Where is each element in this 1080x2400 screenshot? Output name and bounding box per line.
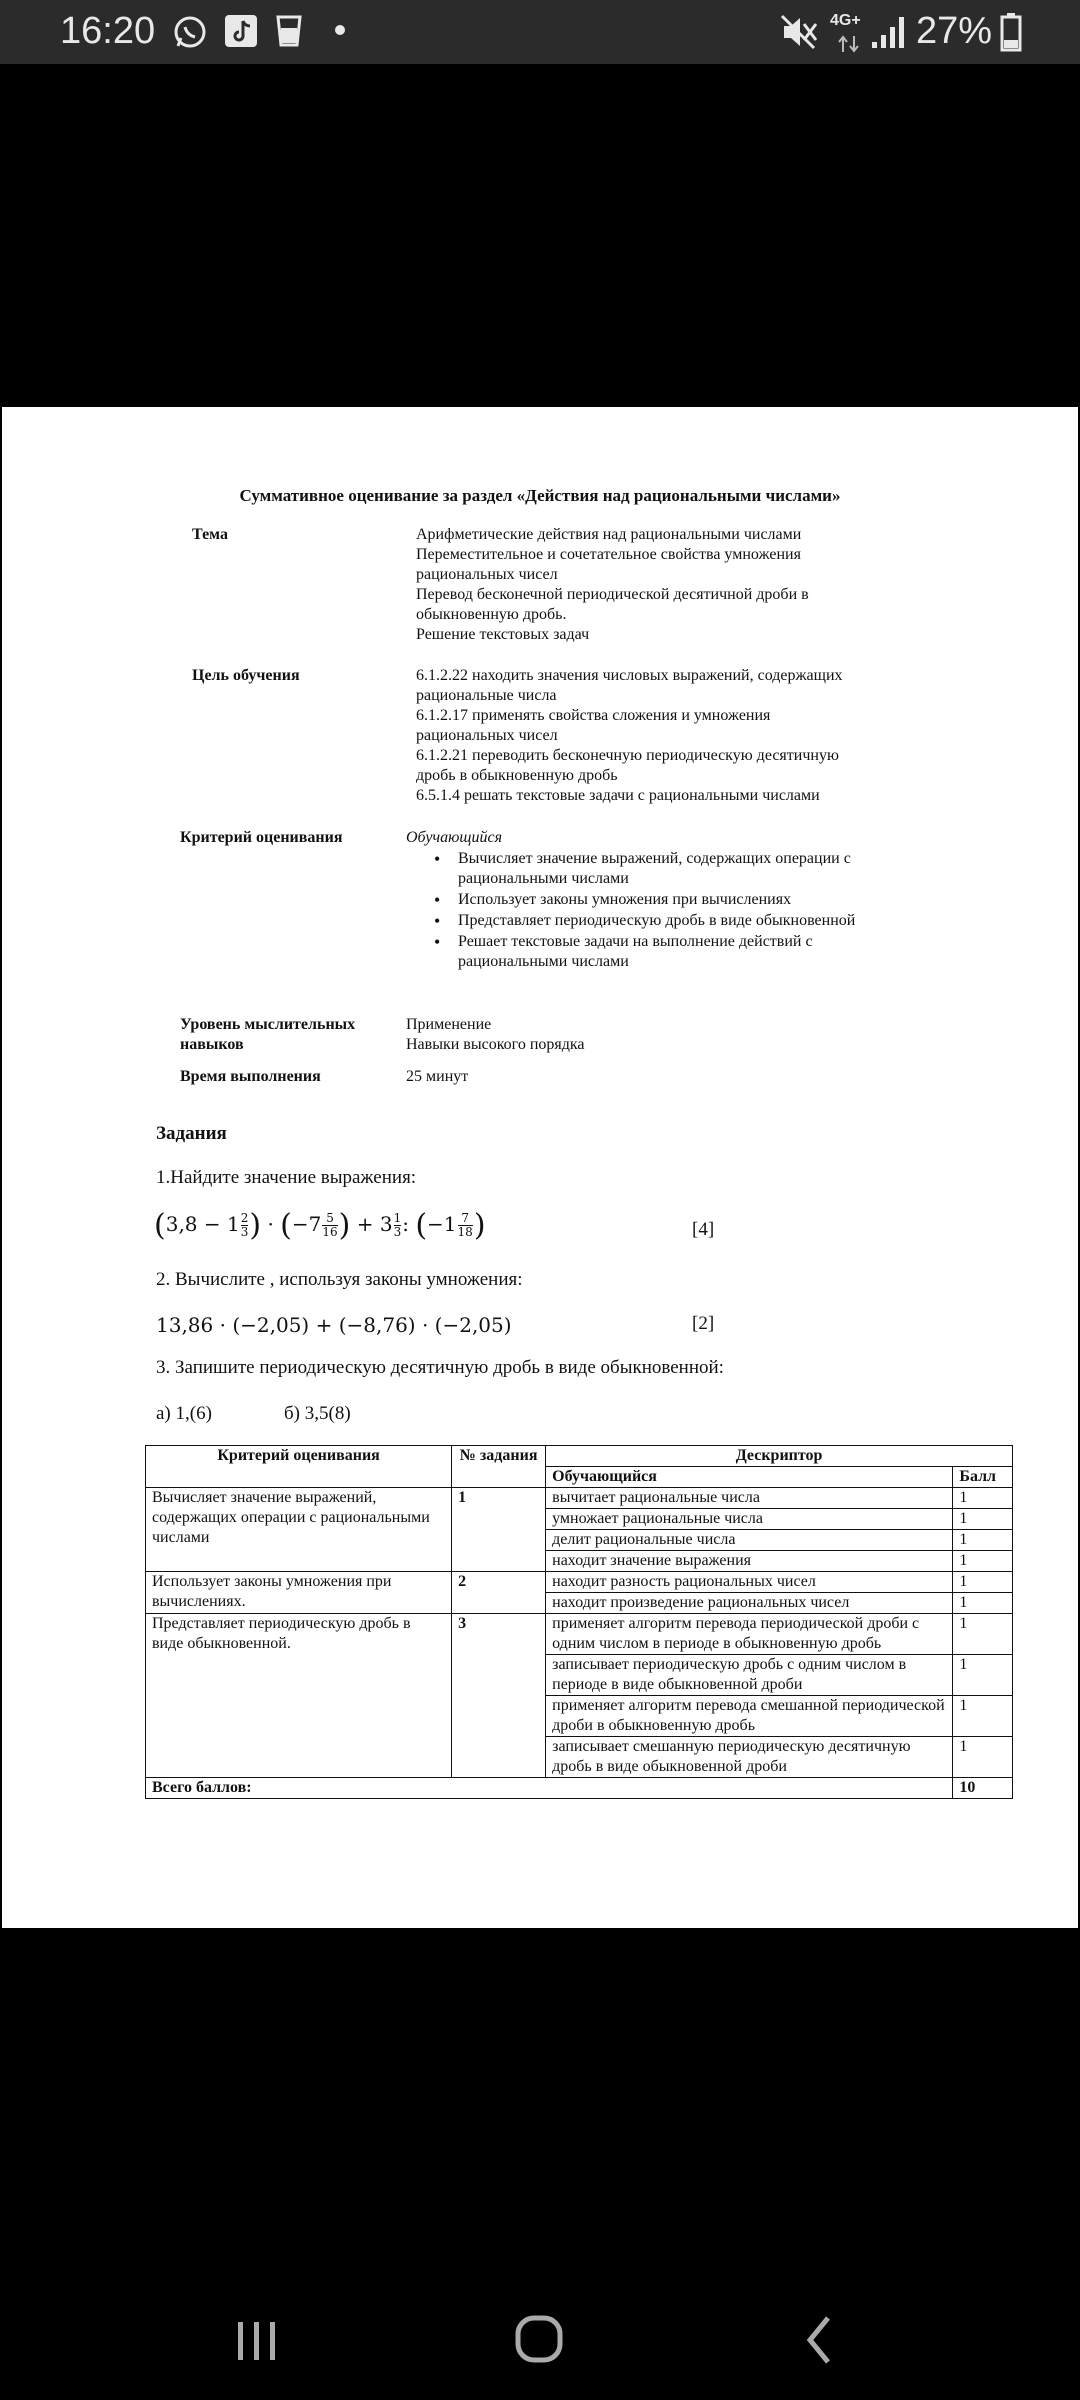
document-page[interactable]: [2, 407, 1078, 1928]
rubric-descriptor: находит значение выражения: [546, 1551, 953, 1572]
back-button[interactable]: [800, 2310, 840, 2370]
task3-text: 3. Запишите периодическую десятичную дробь в виде обыкновенной:: [156, 1357, 724, 1378]
goal-label: Цель обучения: [192, 667, 300, 684]
clock: 16:20: [60, 10, 156, 52]
home-icon: [518, 2318, 560, 2360]
whatsapp-icon: [172, 14, 208, 50]
rubric-points: 1: [953, 1572, 1013, 1593]
rubric-descriptor: применяет алгоритм перевода смешанной периодической дроби в обыкновенную дробь: [546, 1696, 953, 1737]
rubric-table: [145, 1445, 1013, 1799]
task2-score: [2]: [692, 1313, 715, 1334]
home-button[interactable]: [512, 2310, 568, 2370]
rubric-descriptor: применяет алгоритм перевода периодической дроби с одним числом в периоде в обыкновенную дробь: [546, 1614, 953, 1655]
battery-percent: 27%: [916, 10, 993, 52]
list-item: • Использует законы умножения при вычислениях: [406, 890, 898, 910]
rubric-task-number: 3: [452, 1614, 546, 1778]
rubric-descriptor: находит разность рациональных чисел: [546, 1572, 953, 1593]
criteria-list: [406, 849, 898, 973]
fraction: $\frac{1}{3}$: [393, 1211, 402, 1239]
dot-icon: [334, 24, 346, 36]
rubric-total-label: Всего баллов:: [146, 1778, 953, 1799]
rubric-descriptor: делит рациональные числа: [546, 1530, 953, 1551]
task2-text: 2. Вычислите , используя законы умножения:: [156, 1269, 523, 1290]
rubric-points: 1: [953, 1593, 1013, 1614]
task1-score: [4]: [692, 1219, 715, 1240]
status-bar: [0, 0, 1080, 64]
table-row: [146, 1614, 1013, 1655]
table-row: [146, 1488, 1013, 1509]
rubric-points: 1: [953, 1737, 1013, 1778]
rubric-points: 1: [953, 1530, 1013, 1551]
rubric-total-value: 10: [953, 1778, 1013, 1799]
task3-option-a: а) 1,(6): [156, 1403, 212, 1424]
task2-expression: 13,86 · (−2,05) + (−8,76) · (−2,05): [156, 1313, 512, 1337]
network-type: 4G+: [830, 12, 861, 29]
signal-icon: [870, 14, 910, 50]
rubric-points: 1: [953, 1696, 1013, 1737]
table-row: [146, 1572, 1013, 1593]
rubric-header-task-no: № задания: [452, 1446, 546, 1488]
list-item: • Представляет периодическую дробь в виде обыкновенной: [406, 911, 898, 931]
mute-icon: [780, 14, 818, 50]
gallery-icon: [274, 14, 304, 48]
battery-icon: [1000, 12, 1022, 52]
tiktok-icon: [224, 14, 258, 48]
rubric-points: 1: [953, 1551, 1013, 1572]
rubric-descriptor: находит произведение рациональных чисел: [546, 1593, 953, 1614]
rubric-header-learner: Обучающийся: [546, 1467, 953, 1488]
rubric-task-number: 1: [452, 1488, 546, 1572]
rubric-descriptor: записывает смешанную периодическую десятичную дробь в виде обыкновенной дроби: [546, 1737, 953, 1778]
recent-apps-button[interactable]: [232, 2310, 282, 2370]
rubric-header-descriptor: Дескриптор: [546, 1446, 1013, 1467]
data-arrows-icon: [836, 34, 862, 54]
table-row-total: [146, 1778, 1013, 1799]
rubric-descriptor: вычитает рациональные числа: [546, 1488, 953, 1509]
time-label: Время выполнения: [180, 1068, 321, 1085]
task1-text: 1.Найдите значение выражения:: [156, 1167, 417, 1188]
rubric-task-number: 2: [452, 1572, 546, 1614]
rubric-criterion: Представляет периодическую дробь в виде обыкновенной.: [146, 1614, 452, 1778]
rubric-points: 1: [953, 1655, 1013, 1696]
rubric-points: 1: [953, 1509, 1013, 1530]
task1-expression: (3,8 − 1 $\frac{2}{3}$ ) · (−7 $\frac{5}{16}$ ) + 3 $\frac{1}{3}$ : (−1 $\frac{7}{18}$ ): [154, 1208, 486, 1243]
recent-apps-icon: [238, 2322, 243, 2360]
list-item: • Решает текстовые задачи на выполнение действий с рациональными числами: [406, 932, 898, 972]
navigation-bar: [0, 2290, 1080, 2400]
fraction: $\frac{2}{3}$: [240, 1211, 249, 1239]
document-title: Суммативное оценивание за раздел «Действия над рациональными числами»: [239, 486, 841, 505]
task3-option-b: б) 3,5(8): [284, 1403, 351, 1424]
rubric-points: 1: [953, 1488, 1013, 1509]
topic-text: Арифметические действия над рациональными числами Переместительное и сочетательное свойства умножения рациональных чисел Перевод бесконечной периодической десятичной дроби в обыкновенную дробь. Решение текстовых задач: [416, 526, 809, 643]
time-value: 25 минут: [406, 1068, 469, 1085]
list-item: • Вычисляет значение выражений, содержащих операции с рациональными числами: [406, 849, 898, 889]
fraction: $\frac{7}{18}$: [457, 1211, 473, 1239]
thinking-label: Уровень мыслительных навыков: [180, 1016, 356, 1053]
rubric-descriptor: записывает периодическую дробь с одним числом в периоде в виде обыкновенной дроби: [546, 1655, 953, 1696]
rubric-criterion: Вычисляет значение выражений, содержащих операции с рациональными числами: [146, 1488, 452, 1572]
rubric-header-points: Балл: [953, 1467, 1013, 1488]
goal-text: 6.1.2.22 находить значения числовых выражений, содержащих рациональные числа 6.1.2.17 применять свойства сложения и умножения рациональных чисел 6.1.2.21 переводить бесконечную периодическую десятичную дробь в обыкновенную дробь 6.5.1.4 решать текстовые задачи с рациональными числами: [416, 667, 843, 804]
criteria-learner: Обучающийся: [406, 829, 503, 846]
topic-label: Тема: [192, 526, 228, 543]
rubric-descriptor: умножает рациональные числа: [546, 1509, 953, 1530]
thinking-text: Применение Навыки высокого порядка: [406, 1016, 585, 1053]
rubric-points: 1: [953, 1614, 1013, 1655]
criteria-label: Критерий оценивания: [180, 829, 343, 846]
fraction: $\frac{5}{16}$: [322, 1211, 338, 1239]
back-icon: [810, 2318, 828, 2362]
rubric-criterion: Использует законы умножения при вычислениях.: [146, 1572, 452, 1614]
rubric-header-criterion: Критерий оценивания: [146, 1446, 452, 1488]
tasks-title: Задания: [156, 1123, 227, 1144]
